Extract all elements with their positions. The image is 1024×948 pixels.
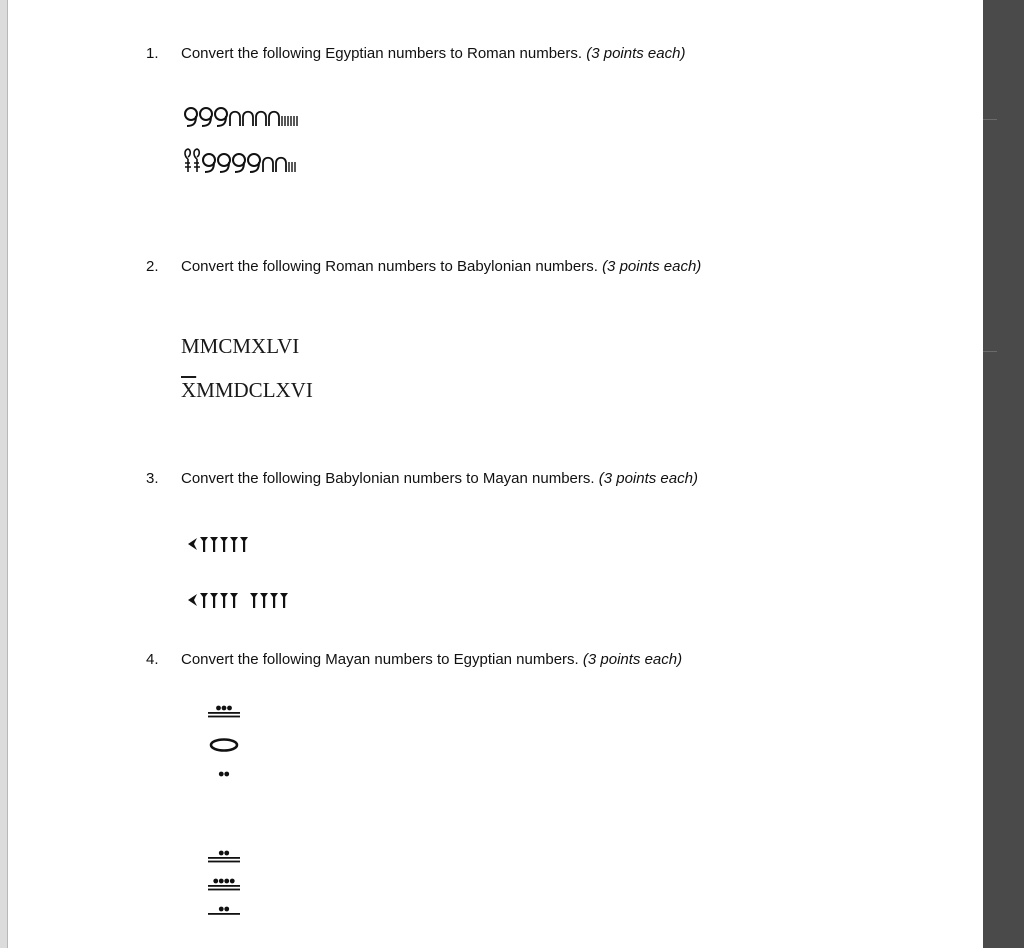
points-note: (3 points each) [586,45,686,62]
heel-bone-glyph [256,112,266,126]
bar-glyph [208,857,240,859]
one-wedge [230,593,238,608]
one-wedge [210,593,218,608]
question-text: Convert the following Babylonian numbers to Mayan numbers. (3 points each) [181,470,698,487]
coil-glyph [185,108,197,126]
question-text: Convert the following Roman numbers to Babylonian numbers. (3 points each) [181,258,702,275]
ten-wedge [188,594,197,606]
coil-glyph [215,108,227,126]
question-text: Convert the following Mayan numbers to Egyptian numbers. (3 points each) [181,651,683,668]
one-wedge [230,537,238,552]
points-note: (3 points each) [598,470,698,487]
babylonian-number-1 [186,533,346,555]
egyptian-number-2 [182,148,362,176]
coil-glyph [218,154,230,172]
question-text: Convert the following Egyptian numbers to Roman numbers. (3 points each) [181,45,686,62]
question-number: 3. [146,470,159,487]
one-wedge [250,593,258,608]
dot-glyph [230,879,235,884]
heel-bone-glyph [276,158,286,172]
dot-glyph [219,851,224,856]
one-wedge [270,593,278,608]
heel-bone-glyph [243,112,253,126]
bar-glyph [208,716,240,718]
bar-glyph [208,712,240,714]
question-number: 2. [146,258,159,275]
one-wedge [240,537,248,552]
mayan-level [208,851,240,863]
coil-glyph [200,108,212,126]
mayan-level [211,740,237,751]
coil-glyph [233,154,245,172]
panel-tick [983,119,997,120]
dot-glyph [227,706,232,711]
dot-glyph [213,879,218,884]
points-note: (3 points each) [602,258,702,275]
one-wedge [200,593,208,608]
dot-glyph [216,706,221,711]
panel-tick [983,351,997,352]
dot-glyph [222,706,227,711]
right-side-panel [983,0,1024,948]
mayan-number-2 [200,845,250,925]
dot-glyph [219,879,224,884]
shell-zero-glyph [211,740,237,751]
left-page-edge [0,0,8,948]
bar-glyph [208,885,240,887]
mayan-level [208,706,240,718]
mayan-level [208,879,240,891]
one-wedge [280,593,288,608]
ten-wedge [188,538,197,550]
question-number: 4. [146,651,159,668]
overlined-numeral: $\overline{X}$ [181,378,197,402]
egyptian-number-1 [182,102,362,130]
lotus-glyph [185,149,191,172]
coil-glyph [203,154,215,172]
question-number: 1. [146,45,159,62]
mayan-number-1 [200,700,250,795]
heel-bone-glyph [263,158,273,172]
babylonian-number-2 [186,589,346,611]
dot-glyph [224,772,229,777]
roman-number-2: $\overline{X}MMDCLXVI$ [181,378,313,402]
lotus-glyph [194,149,200,172]
one-wedge [200,537,208,552]
dot-glyph [219,772,224,777]
heel-bone-glyph [230,112,240,126]
bar-glyph [208,861,240,863]
coil-glyph [248,154,260,172]
dot-glyph [224,851,229,856]
dot-glyph [219,907,224,912]
bar-glyph [208,889,240,891]
points-note: (3 points each) [582,651,683,668]
dot-glyph [224,879,229,884]
mayan-level [208,907,240,915]
dot-glyph [224,907,229,912]
one-wedge [260,593,268,608]
one-wedge [220,537,228,552]
one-wedge [210,537,218,552]
bar-glyph [208,913,240,915]
roman-number-1: MMCMXLVI [181,334,300,358]
one-wedge [220,593,228,608]
heel-bone-glyph [269,112,279,126]
mayan-level [219,772,229,777]
